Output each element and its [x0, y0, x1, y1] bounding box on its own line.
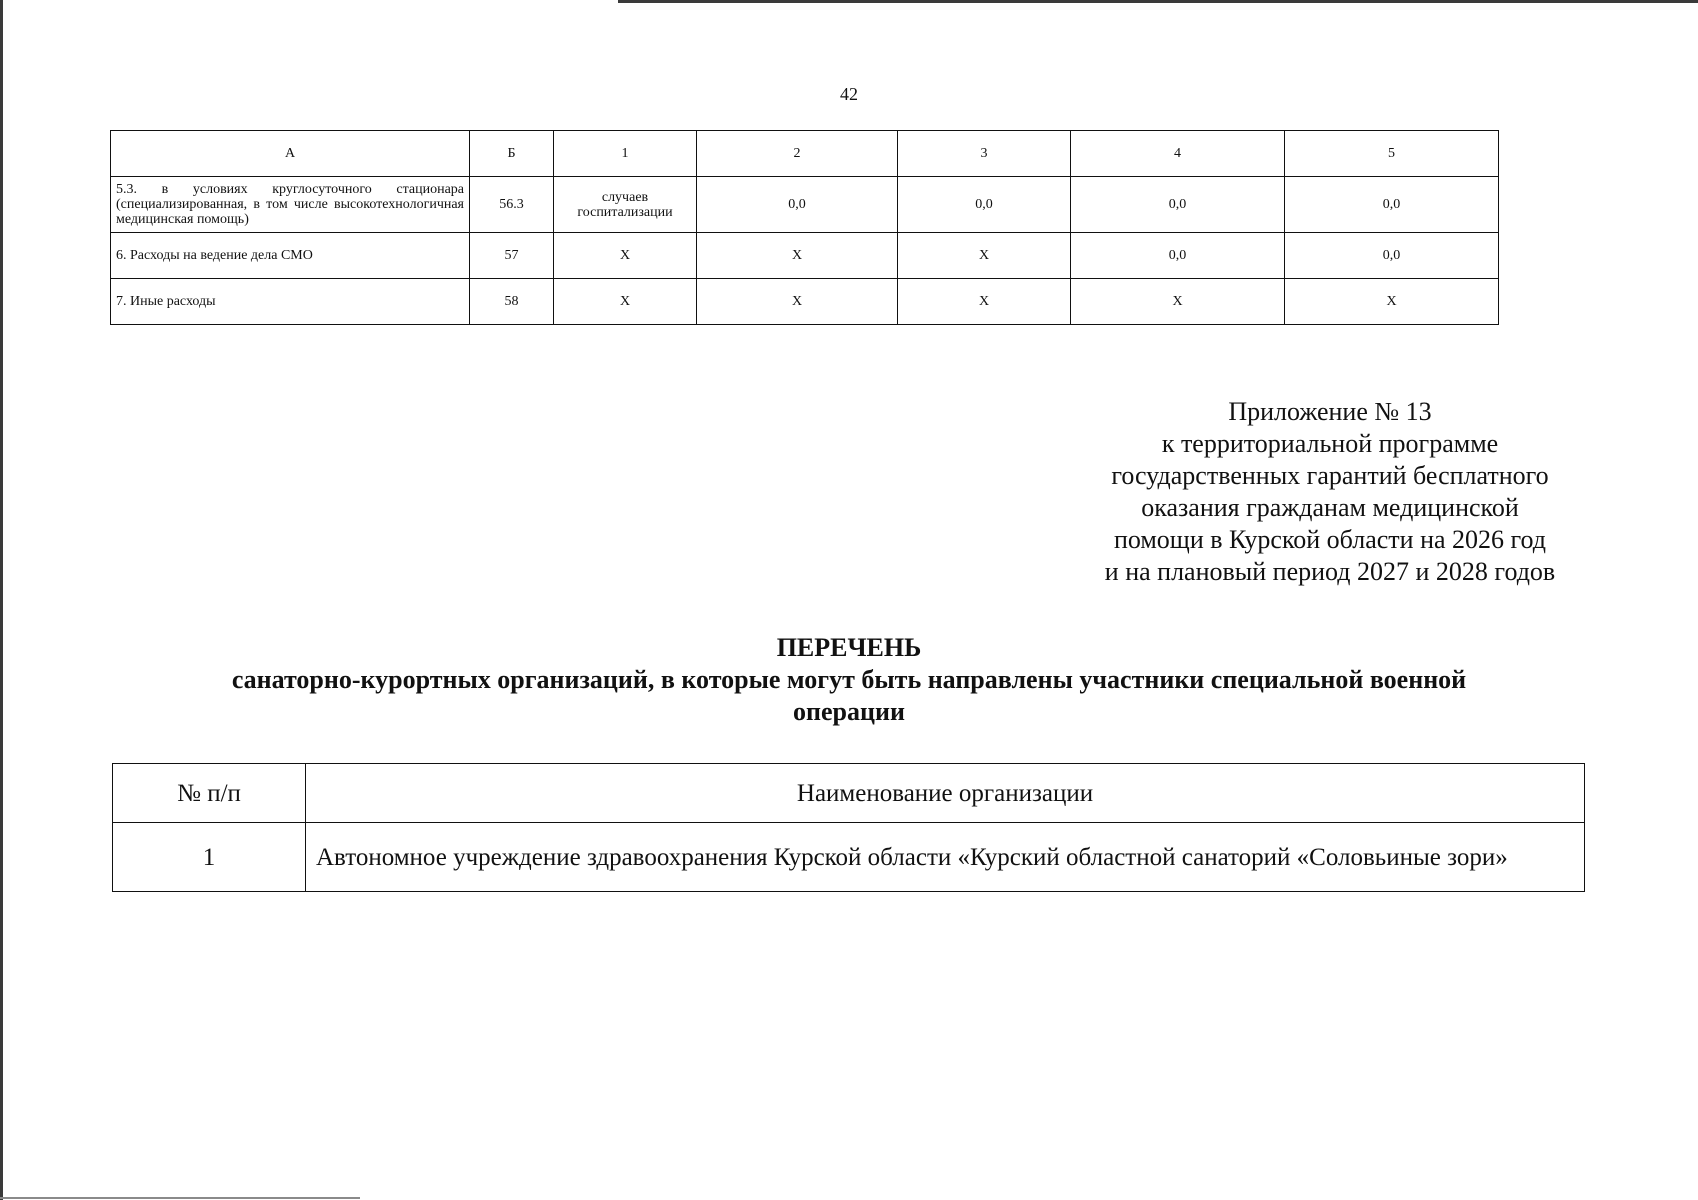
row-code: 58: [470, 279, 554, 325]
row-unit: Х: [554, 233, 697, 279]
header-cell: А: [111, 131, 470, 177]
table-row: [111, 279, 1499, 325]
row-value: Х: [1285, 279, 1499, 325]
row-value: 0,0: [898, 177, 1071, 233]
table-row: [111, 233, 1499, 279]
row-value: 0,0: [1071, 233, 1285, 279]
row-value: Х: [898, 279, 1071, 325]
page-number: 42: [840, 84, 858, 104]
org-name: Автономное учреждение здравоохранения Курской области «Курский областной санаторий «Соловьиные зори»: [306, 823, 1585, 892]
scan-edge-top: [618, 0, 1698, 3]
row-value: Х: [898, 233, 1071, 279]
header-name: Наименование организации: [306, 764, 1585, 823]
row-name: 6. Расходы на ведение дела СМО: [111, 233, 470, 279]
appendix-line: к территориальной программе: [1161, 429, 1499, 458]
row-value: Х: [697, 279, 898, 325]
row-name: 5.3. в условиях круглосуточного стационара (специализированная, в том числе высокотехнологичная медицинская помощь): [111, 177, 470, 233]
table-row: [111, 177, 1499, 233]
row-value: Х: [1071, 279, 1285, 325]
org-num: 1: [113, 823, 306, 892]
header-cell: 4: [1071, 131, 1285, 177]
heading-subtitle-line: операции: [793, 697, 905, 726]
header-cell: 3: [898, 131, 1071, 177]
row-unit: случаев госпитализации: [554, 177, 697, 233]
row-name: 7. Иные расходы: [111, 279, 470, 325]
row-unit: Х: [554, 279, 697, 325]
appendix-line: и на плановый период 2027 и 2028 годов: [1104, 557, 1556, 586]
header-cell: 2: [697, 131, 898, 177]
table-row: [113, 823, 1585, 892]
heading-title: ПЕРЕЧЕНЬ: [776, 633, 922, 662]
header-cell: Б: [470, 131, 554, 177]
organizations-table: [112, 763, 1585, 892]
appendix-line: оказания гражданам медицинской: [1141, 493, 1519, 522]
organizations-table-header-row: [113, 764, 1585, 823]
row-value: 0,0: [697, 177, 898, 233]
row-value: 0,0: [1285, 177, 1499, 233]
heading-subtitle-line: санаторно-курортных организаций, в которые могут быть направлены участники специальной военной: [231, 665, 1467, 694]
list-heading: [110, 632, 1588, 728]
scan-edge-left: [0, 0, 3, 1200]
row-value: 0,0: [1071, 177, 1285, 233]
header-num: № п/п: [113, 764, 306, 823]
appendix-line: помощи в Курской области на 2026 год: [1113, 525, 1547, 554]
header-cell: 5: [1285, 131, 1499, 177]
cost-table-header-row: [111, 131, 1499, 177]
row-value: 0,0: [1285, 233, 1499, 279]
scan-edge-bottom: [0, 1197, 360, 1199]
row-value: Х: [697, 233, 898, 279]
cost-table: [110, 130, 1499, 325]
appendix-line: Приложение № 13: [1228, 397, 1432, 426]
appendix-line: государственных гарантий бесплатного: [1111, 461, 1549, 490]
row-code: 56.3: [470, 177, 554, 233]
appendix-note: [1080, 396, 1580, 588]
row-code: 57: [470, 233, 554, 279]
header-cell: 1: [554, 131, 697, 177]
